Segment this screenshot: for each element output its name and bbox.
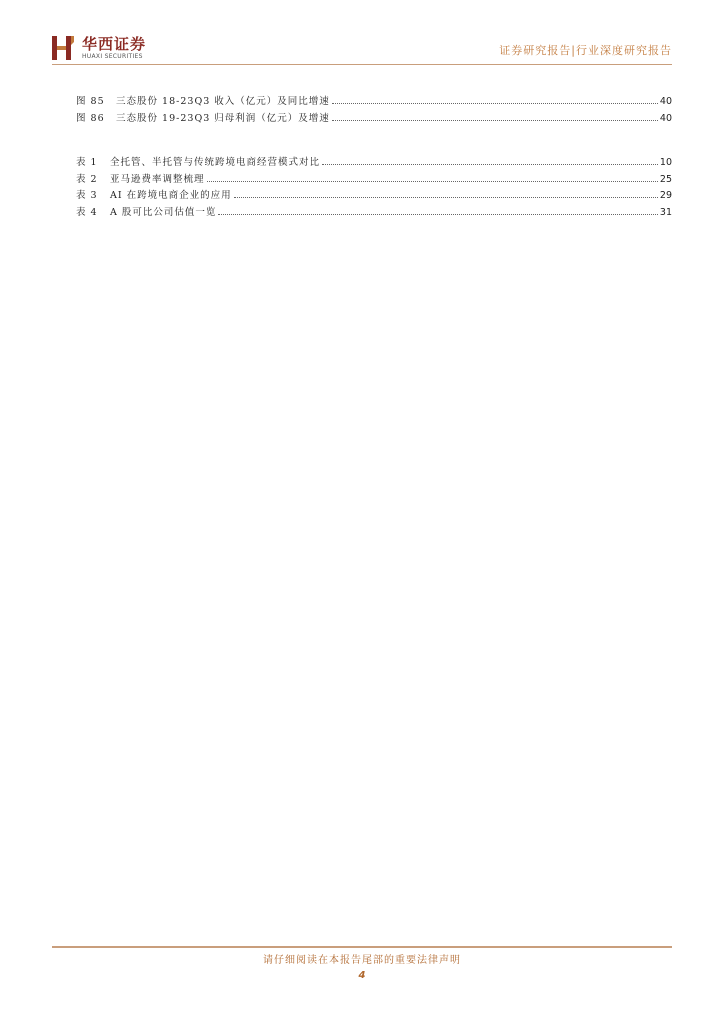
logo-text-cn: 华西证券	[82, 35, 147, 53]
leader-dots	[218, 213, 657, 215]
legal-disclaimer: 请仔细阅读在本报告尾部的重要法律声明	[263, 955, 461, 966]
entry-title: 亚马逊费率调整梳理	[110, 174, 205, 185]
entry-page: 25	[659, 174, 672, 185]
toc-entry-table-4[interactable]	[76, 205, 672, 218]
leader-dots	[234, 196, 658, 198]
entry-number: 图 86	[76, 113, 105, 124]
entry-title: 三态股份 18-23Q3 收入（亿元）及同比增速	[116, 96, 330, 107]
entry-page: 31	[659, 207, 672, 218]
toc-entry-table-1[interactable]	[76, 155, 672, 168]
entry-number: 表 3	[76, 190, 98, 201]
toc-entry-table-2[interactable]	[76, 172, 672, 185]
logo-text-en: HUAXI SECURITIES	[82, 53, 143, 60]
footer-divider	[52, 946, 672, 948]
toc-entry-table-3[interactable]	[76, 188, 672, 201]
entry-title: 全托管、半托管与传统跨境电商经营模式对比	[110, 157, 321, 168]
entry-number: 表 1	[76, 157, 98, 168]
leader-dots	[332, 102, 658, 104]
entry-page: 40	[659, 113, 672, 124]
toc-entry-figure-85[interactable]	[76, 94, 672, 107]
leader-dots	[207, 180, 658, 182]
entry-page: 40	[659, 96, 672, 107]
page-number: 4	[358, 970, 366, 981]
report-type-label: 证券研究报告|行业深度研究报告	[499, 44, 672, 57]
entry-title: 三态股份 19-23Q3 归母利润（亿元）及增速	[116, 113, 330, 124]
toc-entry-figure-86[interactable]	[76, 111, 672, 124]
entry-page: 10	[659, 157, 672, 168]
leader-dots	[332, 119, 658, 121]
entry-number: 图 85	[76, 96, 105, 107]
entry-number: 表 2	[76, 174, 98, 185]
entry-page: 29	[659, 190, 672, 201]
huaxi-logo-icon	[52, 36, 74, 60]
entry-number: 表 4	[76, 207, 98, 218]
page-header	[52, 30, 672, 66]
entry-title: A 股可比公司估值一览	[110, 207, 217, 218]
header-divider	[52, 64, 672, 65]
leader-dots	[322, 163, 658, 165]
entry-title: AI 在跨境电商企业的应用	[110, 190, 232, 201]
